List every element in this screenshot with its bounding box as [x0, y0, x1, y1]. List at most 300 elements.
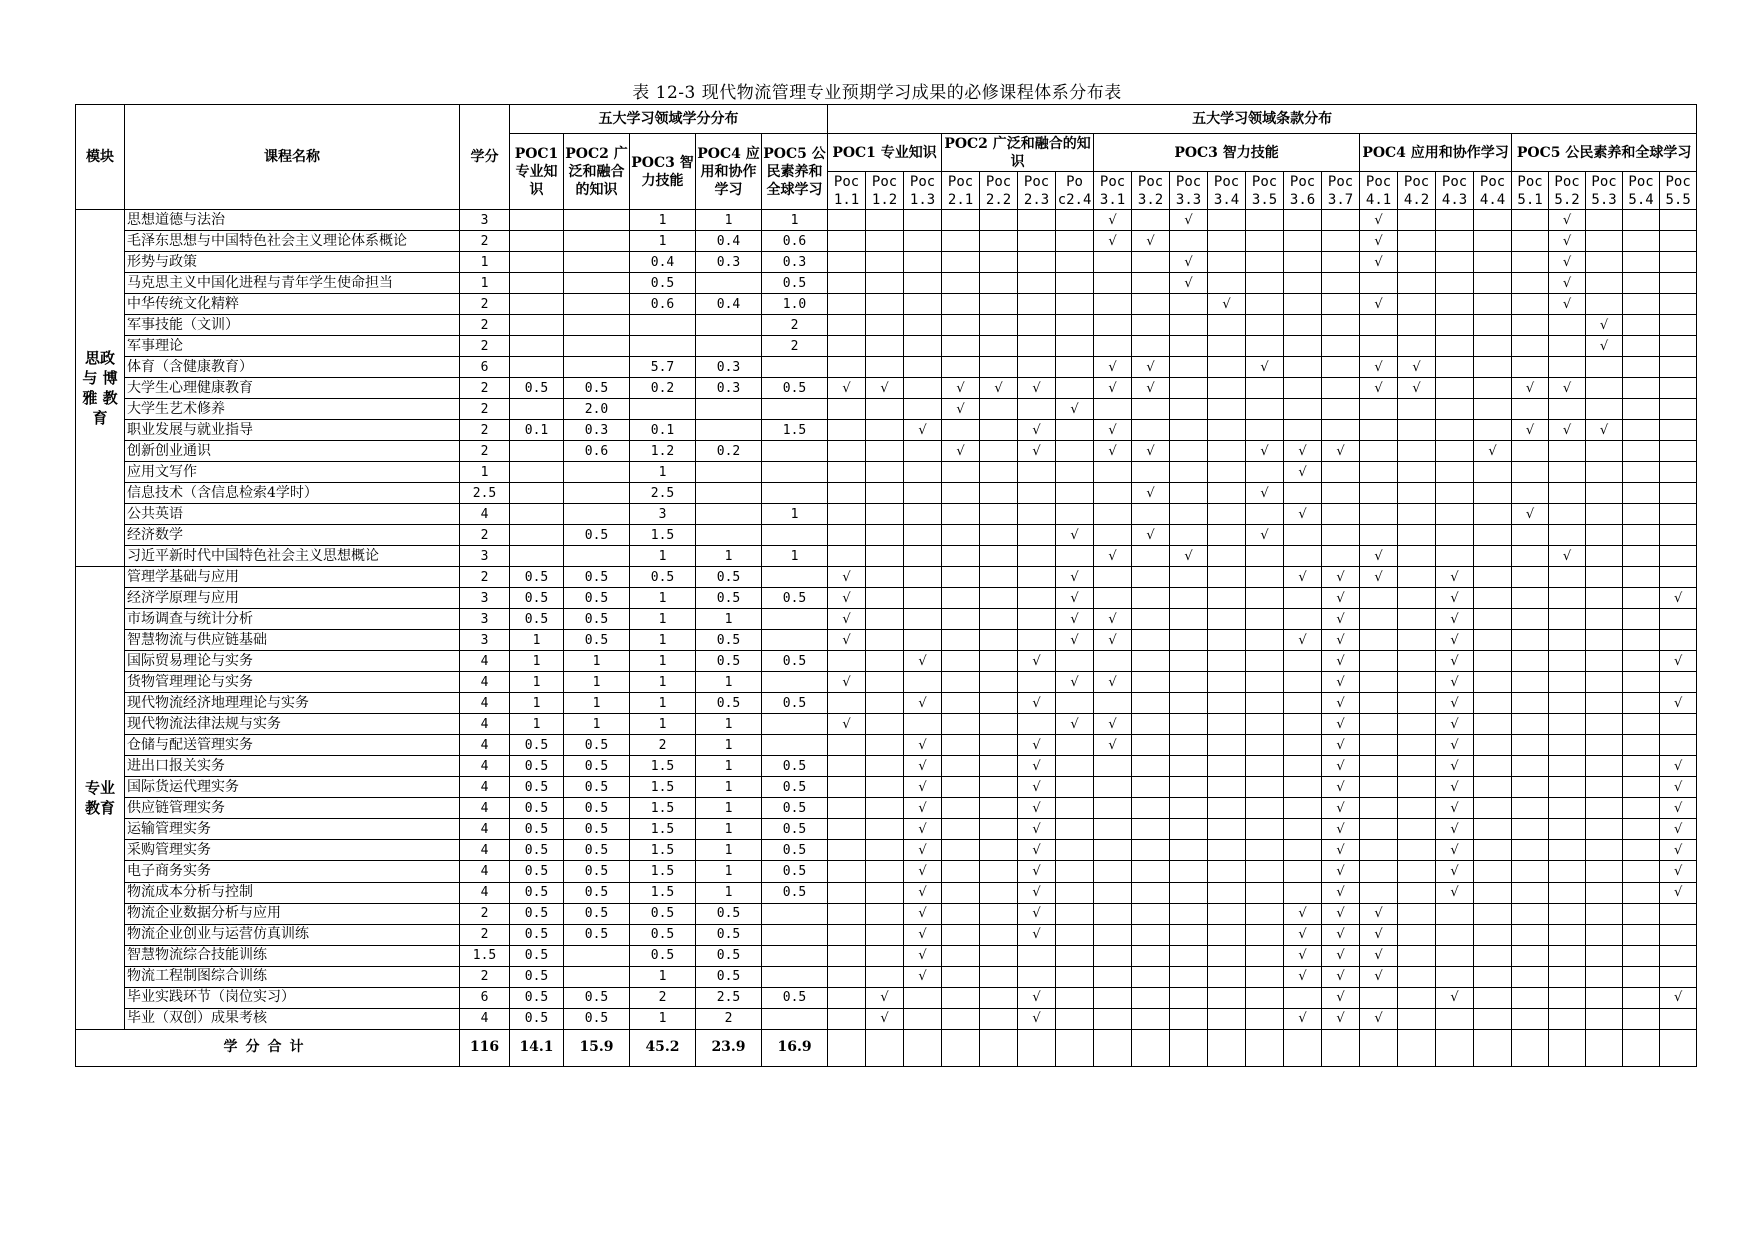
poc-check-cell: [1208, 987, 1246, 1008]
poc-check-cell: [1056, 735, 1094, 756]
poc-check-cell: [942, 462, 980, 483]
poc-check-cell: [1056, 903, 1094, 924]
poc-check-cell: √: [1018, 924, 1056, 945]
poc-check-cell: [980, 714, 1018, 735]
poc-check-cell: √: [1322, 1008, 1360, 1029]
course-credit: 3: [460, 546, 510, 567]
poc-check-cell: [1170, 945, 1208, 966]
poc-check-cell: [980, 735, 1018, 756]
table-row: [76, 630, 1697, 651]
credit-dist-cell: 0.5: [510, 588, 564, 609]
poc-check-cell: √: [1436, 567, 1474, 588]
poc-check-cell: [942, 420, 980, 441]
course-credit: 2: [460, 420, 510, 441]
credit-dist-cell: 0.5: [696, 966, 762, 987]
poc-check-cell: [1474, 420, 1512, 441]
course-credit: 1: [460, 252, 510, 273]
poc-check-cell: √: [1132, 483, 1170, 504]
poc-check-cell: [980, 840, 1018, 861]
poc-check-cell: [1056, 483, 1094, 504]
credit-dist-cell: 0.4: [696, 294, 762, 315]
poc-check-cell: [1322, 399, 1360, 420]
poc-check-cell: [828, 336, 866, 357]
poc-check-cell: [1660, 210, 1697, 231]
poc-check-cell: √: [1284, 945, 1322, 966]
poc-check-cell: [1549, 861, 1586, 882]
credit-dist-cell: 0.5: [564, 567, 630, 588]
poc-check-cell: [1474, 987, 1512, 1008]
poc-check-cell: [1094, 588, 1132, 609]
poc-check-cell: [1132, 315, 1170, 336]
poc-check-cell: √: [1322, 588, 1360, 609]
poc-check-cell: [1208, 1008, 1246, 1029]
poc-check-cell: [1094, 567, 1132, 588]
poc-check-cell: [1549, 399, 1586, 420]
credit-dist-cell: 1: [696, 882, 762, 903]
poc-check-cell: [1549, 336, 1586, 357]
poc-check-cell: √: [1660, 861, 1697, 882]
poc-check-cell: [828, 756, 866, 777]
poc-check-cell: [980, 798, 1018, 819]
poc-check-cell: [828, 483, 866, 504]
poc-check-cell: [1398, 567, 1436, 588]
poc-check-cell: [1623, 441, 1660, 462]
poc-check-cell: √: [1360, 294, 1398, 315]
credit-dist-cell: 1: [630, 462, 696, 483]
table-row: [76, 462, 1697, 483]
poc-check-cell: [1170, 567, 1208, 588]
poc-check-cell: [866, 441, 904, 462]
poc-check-cell: [1132, 966, 1170, 987]
table-row: [76, 1008, 1697, 1029]
poc-check-cell: [866, 609, 904, 630]
poc-check-cell: [1246, 903, 1284, 924]
module-name: 专业 教育: [76, 567, 125, 1029]
poc-check-cell: [980, 630, 1018, 651]
poc-check-cell: [1094, 273, 1132, 294]
poc-check-cell: [1586, 588, 1623, 609]
credit-dist-cell: [696, 504, 762, 525]
poc-check-cell: [1549, 441, 1586, 462]
poc-check-cell: [1660, 315, 1697, 336]
poc-check-cell: [1512, 882, 1549, 903]
poc-check-cell: √: [1056, 588, 1094, 609]
poc-check-cell: [1360, 609, 1398, 630]
poc-check-cell: [1208, 882, 1246, 903]
credit-dist-cell: [762, 903, 828, 924]
total-empty-cell: [1660, 1029, 1697, 1066]
course-credit: 4: [460, 1008, 510, 1029]
poc-check-cell: √: [828, 714, 866, 735]
course-credit: 6: [460, 357, 510, 378]
poc-check-cell: [1132, 420, 1170, 441]
credit-dist-cell: 1: [630, 588, 696, 609]
poc-check-cell: √: [904, 840, 942, 861]
poc-check-cell: [1660, 714, 1697, 735]
poc-check-cell: [1170, 924, 1208, 945]
credit-dist-cell: 0.5: [510, 861, 564, 882]
credit-dist-cell: 0.1: [630, 420, 696, 441]
poc-check-cell: [1586, 924, 1623, 945]
poc-check-cell: [942, 630, 980, 651]
poc-check-cell: [980, 546, 1018, 567]
table-row: [76, 483, 1697, 504]
table-row: [76, 399, 1697, 420]
poc-check-cell: [1474, 651, 1512, 672]
poc-check-cell: [980, 315, 1018, 336]
poc-check-cell: [1623, 840, 1660, 861]
credit-dist-cell: [564, 294, 630, 315]
poc-check-cell: √: [1436, 840, 1474, 861]
poc-check-cell: [904, 378, 942, 399]
poc-check-cell: [1623, 945, 1660, 966]
course-credit: 4: [460, 672, 510, 693]
table-row: [76, 441, 1697, 462]
credit-dist-cell: [564, 546, 630, 567]
credit-dist-cell: 0.5: [696, 945, 762, 966]
poc-check-cell: √: [1549, 231, 1586, 252]
credit-dist-cell: 0.5: [630, 924, 696, 945]
total-empty-cell: [1474, 1029, 1512, 1066]
course-name: 思想道德与法治: [125, 210, 460, 231]
poc-check-cell: √: [1246, 441, 1284, 462]
poc-check-cell: [942, 357, 980, 378]
poc-check-cell: [866, 483, 904, 504]
poc-check-cell: [828, 210, 866, 231]
poc-check-cell: [1586, 777, 1623, 798]
course-name: 军事技能（文训）: [125, 315, 460, 336]
poc-check-cell: [1056, 693, 1094, 714]
poc-check-cell: [904, 546, 942, 567]
poc-check-cell: [828, 357, 866, 378]
poc-check-cell: [866, 231, 904, 252]
poc-check-cell: [1360, 420, 1398, 441]
poc-check-cell: [1094, 966, 1132, 987]
course-name: 管理学基础与应用: [125, 567, 460, 588]
poc-check-cell: [1549, 588, 1586, 609]
poc-check-cell: [1549, 966, 1586, 987]
poc-check-cell: [1586, 693, 1623, 714]
course-name: 进出口报关实务: [125, 756, 460, 777]
poc-check-cell: [1549, 945, 1586, 966]
poc-check-cell: [1056, 840, 1094, 861]
header-poc-col: Poc 1.2: [866, 172, 904, 210]
poc-check-cell: [942, 819, 980, 840]
poc-check-cell: [980, 273, 1018, 294]
poc-check-cell: [1474, 819, 1512, 840]
poc-check-cell: [1360, 504, 1398, 525]
credit-dist-cell: [630, 315, 696, 336]
poc-check-cell: [1094, 861, 1132, 882]
poc-check-cell: [1474, 273, 1512, 294]
credit-dist-cell: [762, 966, 828, 987]
course-name: 信息技术（含信息检索4学时）: [125, 483, 460, 504]
poc-check-cell: [1246, 882, 1284, 903]
poc-check-cell: [942, 315, 980, 336]
poc-check-cell: [1398, 987, 1436, 1008]
poc-check-cell: √: [1094, 441, 1132, 462]
poc-check-cell: [980, 294, 1018, 315]
poc-check-cell: [1018, 966, 1056, 987]
poc-check-cell: [1474, 504, 1512, 525]
poc-check-cell: [942, 840, 980, 861]
poc-check-cell: [1132, 252, 1170, 273]
poc-check-cell: [1549, 672, 1586, 693]
poc-check-cell: [828, 420, 866, 441]
course-name: 物流企业创业与运营仿真训练: [125, 924, 460, 945]
poc-check-cell: [1623, 714, 1660, 735]
poc-check-cell: [1660, 231, 1697, 252]
poc-check-cell: √: [904, 861, 942, 882]
credit-dist-cell: 1: [630, 672, 696, 693]
poc-check-cell: [1208, 840, 1246, 861]
poc-check-cell: [828, 525, 866, 546]
poc-check-cell: [1474, 315, 1512, 336]
header-poc-col: Poc 3.7: [1322, 172, 1360, 210]
course-name: 物流成本分析与控制: [125, 882, 460, 903]
table-row: [76, 609, 1697, 630]
poc-check-cell: [1208, 504, 1246, 525]
credit-dist-cell: 0.5: [510, 777, 564, 798]
poc-check-cell: [1586, 819, 1623, 840]
poc-check-cell: [942, 609, 980, 630]
poc-check-cell: [866, 735, 904, 756]
poc-check-cell: [1512, 966, 1549, 987]
poc-check-cell: [1170, 735, 1208, 756]
poc-check-cell: [1132, 693, 1170, 714]
poc-check-cell: [1474, 861, 1512, 882]
poc-check-cell: [866, 861, 904, 882]
poc-check-cell: [1208, 714, 1246, 735]
poc-check-cell: [1208, 945, 1246, 966]
poc-check-cell: [1170, 231, 1208, 252]
poc-check-cell: √: [1322, 987, 1360, 1008]
poc-check-cell: [866, 315, 904, 336]
poc-check-cell: [1623, 483, 1660, 504]
course-name: 大学生艺术修养: [125, 399, 460, 420]
poc-check-cell: [1132, 273, 1170, 294]
credit-dist-cell: [762, 714, 828, 735]
poc-check-cell: [1322, 273, 1360, 294]
poc-check-cell: [1660, 252, 1697, 273]
poc-check-cell: [1586, 672, 1623, 693]
poc-check-cell: [980, 462, 1018, 483]
poc-check-cell: √: [1322, 735, 1360, 756]
poc-check-cell: √: [1018, 861, 1056, 882]
poc-check-cell: [1094, 1008, 1132, 1029]
poc-check-cell: [980, 609, 1018, 630]
poc-check-cell: √: [1284, 1008, 1322, 1029]
poc-check-cell: [1623, 651, 1660, 672]
course-name: 大学生心理健康教育: [125, 378, 460, 399]
credit-dist-cell: 0.5: [564, 819, 630, 840]
poc-check-cell: √: [1586, 336, 1623, 357]
poc-check-cell: [1436, 378, 1474, 399]
poc-check-cell: [1284, 798, 1322, 819]
poc-check-cell: [1246, 546, 1284, 567]
poc-check-cell: [1322, 210, 1360, 231]
poc-check-cell: [1360, 630, 1398, 651]
poc-check-cell: [1132, 588, 1170, 609]
poc-check-cell: √: [1322, 693, 1360, 714]
credit-dist-cell: 1: [510, 651, 564, 672]
poc-check-cell: [1246, 462, 1284, 483]
credit-dist-cell: [510, 252, 564, 273]
credit-dist-cell: [696, 336, 762, 357]
course-name: 采购管理实务: [125, 840, 460, 861]
poc-check-cell: [1623, 966, 1660, 987]
total-empty-cell: [1018, 1029, 1056, 1066]
poc-check-cell: [1132, 210, 1170, 231]
poc-check-cell: √: [904, 903, 942, 924]
header-poc-col: Poc 5.3: [1586, 172, 1623, 210]
poc-check-cell: [1246, 714, 1284, 735]
header-poc-group-4: POC4 应用和协作学习: [1360, 134, 1512, 172]
credit-dist-cell: [630, 399, 696, 420]
poc-check-cell: [1398, 609, 1436, 630]
poc-check-cell: [1018, 462, 1056, 483]
course-credit: 4: [460, 693, 510, 714]
poc-check-cell: √: [1094, 609, 1132, 630]
course-name: 国际货运代理实务: [125, 777, 460, 798]
poc-check-cell: [1623, 231, 1660, 252]
poc-check-cell: [942, 924, 980, 945]
table-row: [76, 924, 1697, 945]
poc-check-cell: [866, 798, 904, 819]
poc-check-cell: [866, 693, 904, 714]
poc-check-cell: [1132, 798, 1170, 819]
poc-check-cell: [866, 966, 904, 987]
poc-check-cell: [1170, 504, 1208, 525]
poc-check-cell: √: [1660, 588, 1697, 609]
poc-check-cell: [1360, 588, 1398, 609]
poc-check-cell: [1512, 714, 1549, 735]
credit-dist-cell: 1: [762, 210, 828, 231]
poc-check-cell: [1322, 483, 1360, 504]
credit-dist-cell: 0.5: [564, 987, 630, 1008]
poc-check-cell: [1094, 336, 1132, 357]
poc-check-cell: [1398, 483, 1436, 504]
header-credit-poc2: POC2 广泛和融合的知识: [564, 134, 630, 210]
header-poc-group-3: POC3 智力技能: [1094, 134, 1360, 172]
course-name: 物流工程制图综合训练: [125, 966, 460, 987]
poc-check-cell: [1549, 609, 1586, 630]
poc-check-cell: [980, 966, 1018, 987]
poc-check-cell: [1660, 399, 1697, 420]
poc-check-cell: [866, 630, 904, 651]
poc-check-cell: [1056, 231, 1094, 252]
course-credit: 4: [460, 798, 510, 819]
header-poc-col: Poc 3.2: [1132, 172, 1170, 210]
poc-check-cell: [1660, 336, 1697, 357]
credit-dist-cell: 0.5: [510, 1008, 564, 1029]
poc-check-cell: [1586, 861, 1623, 882]
credit-dist-cell: 1: [630, 546, 696, 567]
poc-check-cell: [1132, 651, 1170, 672]
poc-check-cell: [942, 672, 980, 693]
poc-check-cell: [1623, 588, 1660, 609]
poc-check-cell: [1284, 651, 1322, 672]
course-name: 形势与政策: [125, 252, 460, 273]
header-poc-col: Poc 4.2: [1398, 172, 1436, 210]
poc-check-cell: √: [1436, 798, 1474, 819]
poc-check-cell: [828, 1008, 866, 1029]
poc-check-cell: [1586, 525, 1623, 546]
header-credit-poc3: POC3 智力技能: [630, 134, 696, 210]
poc-check-cell: √: [1322, 714, 1360, 735]
poc-check-cell: [1284, 399, 1322, 420]
credit-dist-cell: 1: [630, 651, 696, 672]
credit-dist-cell: 0.5: [762, 987, 828, 1008]
credit-dist-cell: 1: [630, 231, 696, 252]
poc-check-cell: √: [1284, 567, 1322, 588]
poc-check-cell: √: [828, 630, 866, 651]
poc-check-cell: [1436, 945, 1474, 966]
poc-check-cell: [942, 252, 980, 273]
poc-check-cell: [980, 945, 1018, 966]
poc-check-cell: √: [1360, 252, 1398, 273]
poc-check-cell: [1170, 315, 1208, 336]
poc-check-cell: [1512, 525, 1549, 546]
poc-check-cell: √: [1322, 567, 1360, 588]
poc-check-cell: [1132, 735, 1170, 756]
poc-check-cell: √: [1056, 672, 1094, 693]
poc-check-cell: √: [1360, 903, 1398, 924]
course-credit: 4: [460, 735, 510, 756]
poc-check-cell: [1132, 672, 1170, 693]
poc-check-cell: [1549, 735, 1586, 756]
credit-dist-cell: [762, 357, 828, 378]
credit-dist-cell: [510, 546, 564, 567]
course-name: 军事理论: [125, 336, 460, 357]
course-credit: 4: [460, 819, 510, 840]
credit-dist-cell: [564, 504, 630, 525]
poc-check-cell: [1474, 924, 1512, 945]
credit-dist-cell: 1.2: [630, 441, 696, 462]
credit-dist-cell: 1: [510, 630, 564, 651]
credit-dist-cell: 1: [630, 210, 696, 231]
poc-check-cell: √: [1246, 483, 1284, 504]
poc-check-cell: √: [1436, 693, 1474, 714]
poc-check-cell: [904, 672, 942, 693]
credit-dist-cell: 0.5: [510, 735, 564, 756]
credit-dist-cell: 0.5: [696, 567, 762, 588]
poc-check-cell: [1208, 273, 1246, 294]
poc-check-cell: [1586, 357, 1623, 378]
poc-check-cell: √: [904, 693, 942, 714]
poc-check-cell: [1094, 399, 1132, 420]
poc-check-cell: [1132, 777, 1170, 798]
credit-dist-cell: 1.5: [630, 819, 696, 840]
poc-check-cell: [1018, 294, 1056, 315]
poc-check-cell: [1360, 882, 1398, 903]
poc-check-cell: [828, 546, 866, 567]
poc-check-cell: [1436, 462, 1474, 483]
poc-check-cell: [942, 504, 980, 525]
table-row: [76, 819, 1697, 840]
poc-check-cell: [1436, 1008, 1474, 1029]
poc-check-cell: √: [1549, 378, 1586, 399]
poc-check-cell: [1549, 504, 1586, 525]
poc-check-cell: [904, 525, 942, 546]
poc-check-cell: [1436, 525, 1474, 546]
poc-check-cell: √: [1436, 609, 1474, 630]
poc-check-cell: √: [1132, 441, 1170, 462]
credit-dist-cell: [762, 399, 828, 420]
poc-check-cell: [980, 252, 1018, 273]
poc-check-cell: [1170, 840, 1208, 861]
credit-dist-cell: 0.5: [564, 903, 630, 924]
